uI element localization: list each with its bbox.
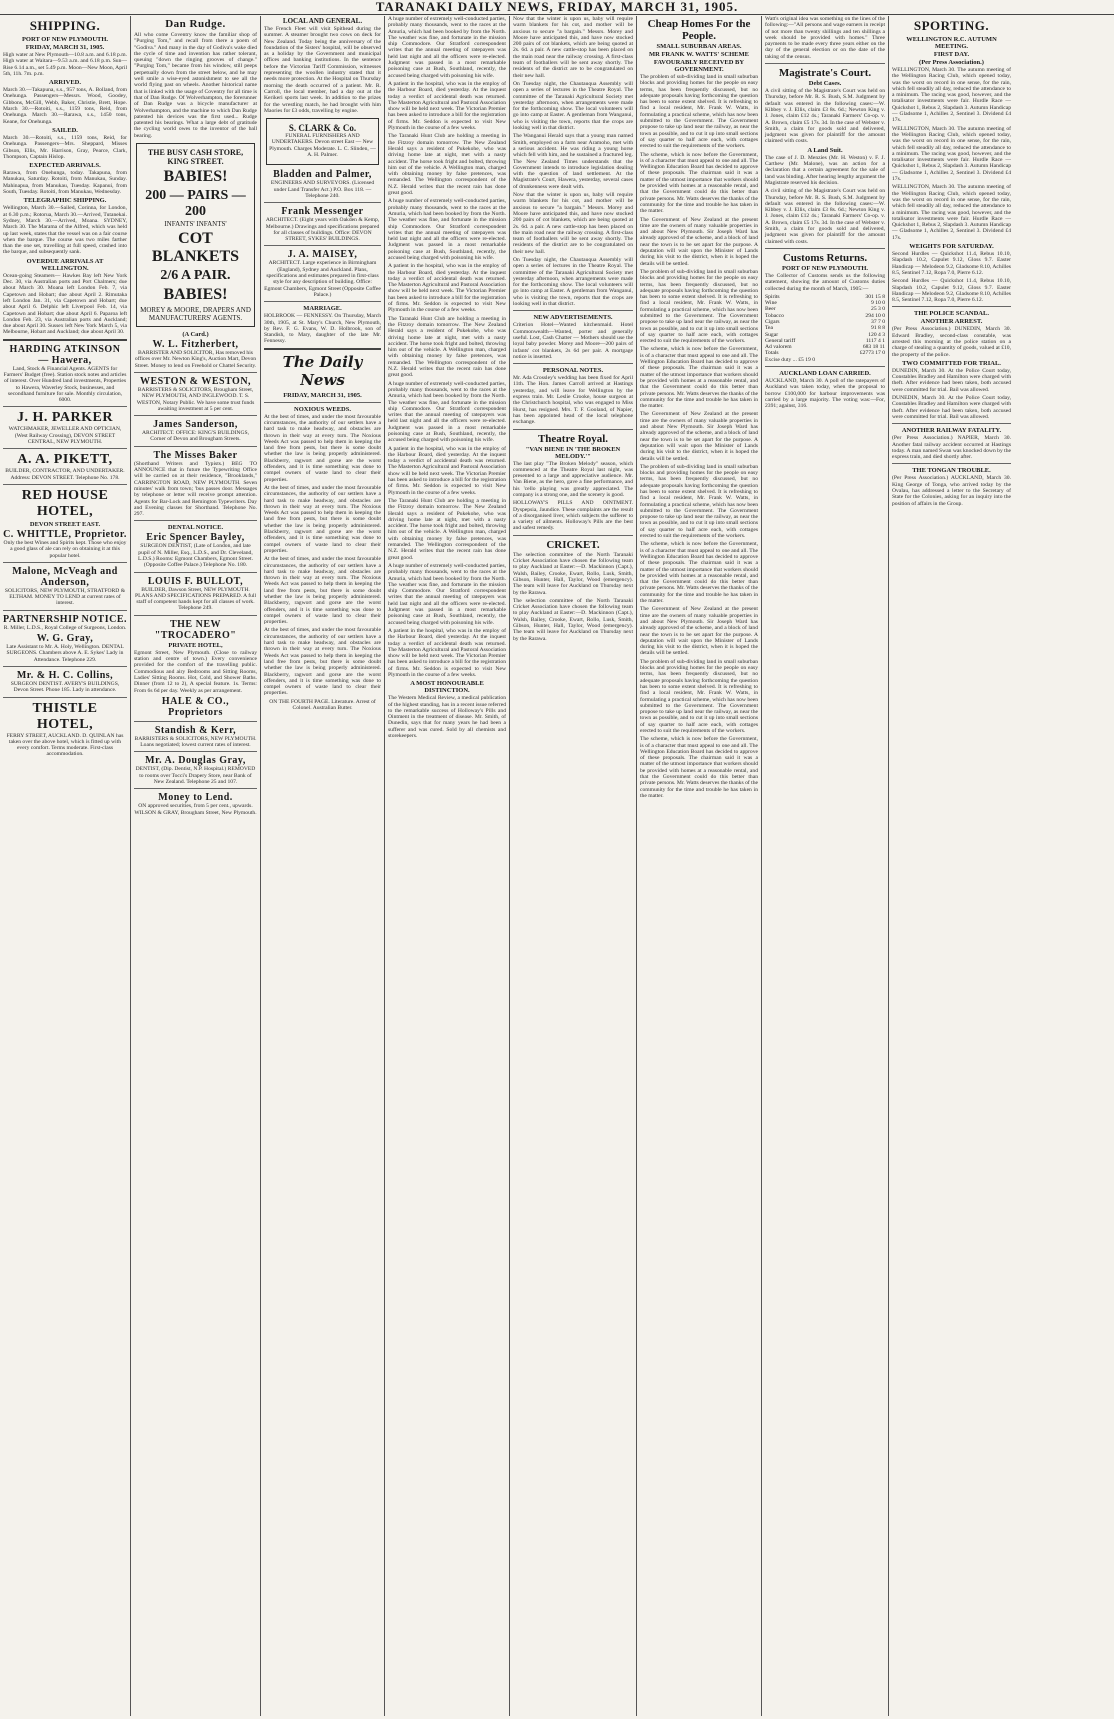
advert-text: SURGEON DENTIST, (Late of London, and late pupil of N. Miller, Esq., L.D.S., and Dr. Cleveland, L.D.S.) Rooms: Egmont Chambers, Egmont Street. (Opposite Coffee Palace.) Telephone No. 180. xyxy=(138,543,253,569)
news-text: On Tuesday night, the Chautauqua Assembly will open a series of lectures in the Theatre Royal. The committee of the Taranaki Agricultural Society met yesterday afternoon, when arrangements were made for the forthcoming show. The local volunteers will go into camp at Easter. A gentleman from Wanganui, who is visiting the town, reports that the crops are looking well in that district. xyxy=(513,256,633,308)
expected-heading: EXPECTED ARRIVALS. xyxy=(29,162,101,170)
advert-name: A. A. PIKETT, xyxy=(17,452,113,468)
police-scandal-sub: ANOTHER ARREST. xyxy=(920,318,983,326)
auckland-loan-text: AUCKLAND, March 30. A poll of the ratepayers of Auckland was taken today, when the proposal to borrow £100,000 for harbour improvements was carried by a large majority. The voting was:—For, 2391; against, 316. xyxy=(765,378,885,410)
theatre-heading: Theatre Royal. xyxy=(537,432,609,445)
railway-fatality-text: (Per Press Association.) NAPIER, March 30. Another fatal railway accident occurred at Hastings today. A man named Swan was knocked down by the express train, and died shortly after. xyxy=(892,435,1011,461)
advert-name: WESTON & WESTON, xyxy=(139,375,252,387)
divider xyxy=(264,402,381,403)
column-sporting xyxy=(889,16,1014,1716)
divider xyxy=(513,310,633,311)
table-cell: 91 8 8 xyxy=(871,325,885,332)
magistrate-sub: Debt Cases. xyxy=(808,80,842,88)
table-cell: General tariff xyxy=(765,337,796,344)
table-cell: £2773 17 0 xyxy=(859,350,885,357)
sporting-text: WELLINGTON, March 30. The autumn meeting of the Wellington Racing Club, which opened today, was the worst on record in one sense, for the rain, which fell steadily all day, reduced the attendance to a minimum. The racing was good, however, and the totalisator investments were fair. Hurdle Race — Quickshot 1, Rebus 2, Slapdash 3. Autumn Handicap — Gladsome 1, Achilles 2, Sentinel 3. Dividend £4 17s. xyxy=(892,125,1012,183)
advert-firm: MOREY & MOORE, DRAPERS AND MANUFACTURERS' AGENTS. xyxy=(140,306,251,323)
cheap-homes-sub: FAVOURABLY RECEIVED BY GOVERNMENT. xyxy=(653,59,745,73)
advert-title: THE BUSY CASH STORE, xyxy=(147,148,244,158)
advert-name: Mr. & H. C. Collins, xyxy=(16,669,114,681)
column-shipping xyxy=(0,16,130,1716)
advert-douglas-gray xyxy=(134,755,257,785)
news-text: A patient in the hospital, who was in the employ of the Harbour Board, died yesterday. At the inquest today a verdict of accidental death was returned. The Masterton Agricultural and Pastoral Association show will be held next week. The Victorian Premier has been asked to introduce a bill for the registration of firms. Mr. Seddon is expected to visit New Plymouth in the course of a few weeks. xyxy=(388,80,506,132)
divider xyxy=(3,562,127,563)
divider xyxy=(134,751,257,752)
distinction-heading: A MOST HONOURABLE DISTINCTION. xyxy=(410,680,484,695)
advert-name: THISTLE HOTEL, xyxy=(32,700,98,732)
advert-price: 2/6 A PAIR. xyxy=(160,268,231,284)
news-text: On Tuesday night, the Chautauqua Assembly will open a series of lectures in the Theatre Royal. The committee of the Taranaki Agricultural Society met yesterday afternoon, when arrangements were made for the forthcoming show. The local volunteers will go into camp at Easter. A gentleman from Wanganui, who is visiting the town, reports that the crops are looking well in that district. xyxy=(513,80,633,132)
advert-trocadero xyxy=(134,619,257,718)
advert-text: SOLICITORS, NEW PLYMOUTH, STRATFORD & ELTHAM. MONEY TO LEND at current rates of interest. xyxy=(4,587,126,607)
advert-name: RED HOUSE HOTEL, xyxy=(21,487,109,519)
divider xyxy=(892,463,1011,464)
table-cell: 37 7 0 xyxy=(871,318,885,325)
noxious-weeds-text: At the best of times, and under the most favourable circumstances, the authority of our settlers have a hard task to make headway, and obstacles are thrown in their way at every turn. The Noxious Weeds Act was passed to help them in keeping the land free from pests, but there is some doubt whether the law is being properly administered. Blackberry, ragwort and gorse are the worst offenders, and it is time something was done to compel owners of waste land to clear their properties. xyxy=(264,413,381,483)
advert-text: BARRISTERS & SOLICITORS, Brougham Street, NEW PLYMOUTH, AND INGLEWOOD. T. S. WESTON, Notary Public. We have some trust funds awaiting investment at 5 per cent. xyxy=(136,386,255,412)
advert-text: ARCHITECT. Large experience in Birmingham (England), Sydney and Auckland. Plans, specifications and estimates prepared in first-class style for any description of building. Office: Egmont Chambers, Egmont Street (Opposite Coffee Palace.) xyxy=(264,260,381,298)
sailed-heading: SAILED. xyxy=(52,126,78,134)
advert-name: S. CLARK & Co. xyxy=(288,123,357,134)
fourth-page-note: ON THE FOURTH PAGE. Literature. Arrest of Colonel. Australian Butter. xyxy=(269,698,376,712)
advert-sub: DEVON STREET EAST. xyxy=(29,520,101,528)
cheap-homes-text: The problem of sub-dividing land in small suburban blocks and providing homes for the people on easy terms, has been frequently discussed, but no adequate proposals having forthcoming the question has been to some extent shelved. It is refreshing to find a local resident, Mr. Frank W. Watts, in formulating a practical scheme, which has now been submitted to the Government. The Government propose to take up land near the railway, as near the town as possible, and to cut it up into small sections of say quarter to half acre each, with cottages erected to suit the requirements of the workers. xyxy=(640,463,758,540)
table-cell: 25 3 0 xyxy=(871,306,885,313)
committed-text: DUNEDIN, March 30. At the Police Court today, Constables Bradley and Hamilton were charged with theft. After evidence had been taken, both accused were committed for trial. Bail was allowed. xyxy=(892,367,1011,393)
newspaper-date: FRIDAY, MARCH 31, 1905. xyxy=(283,391,362,399)
table-cell: Tea xyxy=(765,325,773,332)
advert-sanderson xyxy=(134,419,257,443)
advert-pairs: 200 — PAIRS — 200 xyxy=(145,188,246,220)
news-text: A patient in the hospital, who was in the employ of the Harbour Board, died yesterday. At the inquest today a verdict of accidental death was returned. The Masterton Agricultural and Pastoral Association show will be held next week. The Victorian Premier has been asked to introduce a bill for the registration of firms. Mr. Seddon is expected to visit New Plymouth in the course of a few weeks. xyxy=(388,445,506,496)
cheap-homes-sub: SMALL SUBURBAN AREAS. xyxy=(656,43,742,50)
divider xyxy=(892,423,1011,424)
news-text: A huge number of extremely well-conducted parties, probably many thousands, went to the races at the Amuria, which had been booked by from the North. The weather was fine, and fortunate in the mission ship Commodore. Our Stratford correspondent writes that the annual meeting of ratepayers was held last night and all the officers were re-elected. Judgment was passed in a most remarkable poisoning case at Bush, Southland, recently, the accused being charged with poisoning his wife. xyxy=(388,380,506,444)
news-text: Now that the winter is upon us, baby will require warm blankets for his cot, and mother will be anxious to secure "a bargain." Messrs. Morey and Moore have anticipated this, and have now stocked 200 pairs of cot blankets, which are being quoted at 2s. 6d. a pair. A new cattle-stop has been placed on the main road near the railway crossing. A first-class team of footballers will be sent away shortly. The residents of the district are to be congratulated on their new hall. xyxy=(513,16,633,79)
column-ads-2 xyxy=(131,16,260,1716)
divider xyxy=(3,484,127,485)
divider xyxy=(3,406,127,407)
advert-text: Late Assistant to Mr. A. Holy, Wellington. DENTAL SURGEONS. Chambers above A. E. Sykes' Lady in Attendance. Telephone 229. xyxy=(6,644,124,663)
sporting-heading: SPORTING. xyxy=(913,18,990,33)
advert-standish-kerr xyxy=(134,725,257,749)
divider xyxy=(3,339,127,341)
divider xyxy=(134,446,257,447)
tongan-heading: THE TONGAN TROUBLE. xyxy=(912,467,991,475)
advert-text: SURGEON DENTIST. AVERY'S BUILDINGS, Devon Street. Phone 185. Lady in attendance. xyxy=(10,680,120,694)
divider xyxy=(765,248,885,249)
table-cell: Tobacco xyxy=(765,312,784,319)
cheap-homes-text: The problem of sub-dividing land in small suburban blocks and providing homes for the people on easy terms, has been frequently discussed, but no adequate proposals having forthcoming the question has been to some extent shelved. It is refreshing to find a local resident, Mr. Frank W. Watts, in formulating a practical scheme, which has now been submitted to the Government. The Government propose to take up land near the railway, as near the town as possible, and to cut it up into small sections of say quarter to half acre each, with cottages erected to suit the requirements of the workers. xyxy=(640,268,758,345)
dan-rudge-text: All who come Coventry know the familiar shop of "Purging Tom," and recall from there a poem of "Godiva." And many in the day of Godiva's wake died the cycle of time and invention has rather tolerant, queuing "down the ringing grooves of change." "Purging Tom," became from his window, still peeps perpetually down from the street below, and he may well smile a wise-eyed astonishment to see all the world flying past on wheels. Another historical name that is linked with the usage of Coventry for all time is that of Dan Rudge. Of Wolverhampton, the forerunner of Dan Rudge was a bicycle manufacturer at Wolverhampton, and the machine to which Dan Rudge patented his devices was the first used... Rudge patented his bearings. What a large debt of gratitude the cycling world owes to the inventor of the ball bearing. xyxy=(134,32,257,139)
arrived-text: March 30.—Takapuna, s.s., 957 tons, A. Bolland, from Onehunga. Passengers—Messrs. Wood, Goodey, Gibbons, McGill, Webb, Baker, Christie, Brett, Hope. March 30.—Rotoiti, s.s., 1159 tons, Reid, from Onehunga. March 30.—Rarawa, s.s., 1450 tons, Keane, for Onehunga. xyxy=(3,87,127,125)
marriage-heading: MARRIAGE. xyxy=(303,305,342,313)
news-text: A huge number of extremely well-conducted parties, probably many thousands, went to the races at the Amuria, which had been booked by from the North. The weather was fine, and fortunate in the mission ship Commodore. Our Stratford correspondent writes that the annual meeting of ratepayers was held last night and all the officers were re-elected. Judgment was passed in a most remarkable poisoning case at Bush, Southland, recently, the accused being charged with poisoning his wife. xyxy=(388,16,506,79)
table-cell: Beer xyxy=(765,306,776,313)
advert-text: BARRISTERS & SOLICITORS, NEW PLYMOUTH. Loans negotiated; lowest current rates of interest. xyxy=(134,735,257,749)
magistrate-text: A civil sitting of the Magistrate's Court was held on Thursday, before Mr. R. S. Bush, S.M. Judgment by default was entered in the following cases:—W. Kibbey v. J. Ellis, claim £3 8s. 6d.; Newton King v. J. Jones, claim £12 4s.; Taranaki Farmers' Co-op. v. A. Brown, claim £5 17s. 3d. In the case of Webster v. Smith, a claim for goods sold and delivered, judgment was given for plaintiff for the amount claimed with costs. xyxy=(765,188,885,245)
date-line: FRIDAY, MARCH 31, 1905. xyxy=(25,44,105,51)
advert-text: R. Miller, L.D.S., Royal College of Surgeons, London. xyxy=(3,624,127,631)
noxious-weeds-text: At the best of times, and under the most favourable circumstances, the authority of our settlers have a hard task to make headway, and obstacles are thrown in their way at every turn. The Noxious Weeds Act was passed to help them in keeping the land free from pests, but there is some doubt whether the law is being properly administered. Blackberry, ragwort and gorse are the worst offenders, and it is time something was done to compel owners of waste land to clear their properties. xyxy=(264,627,381,697)
overdue-text: Ocean-going Steamers— Hawkes Bay left New York Dec. 30, via Australian ports and Port Chalmers; due about March 30. Moana left London Feb. 7, via Capetown and Hobart; due about April 2. Rimutaka left London Jan. 31, via Capetown and Hobart; due about April 6. Delphic left Liverpool Feb. 14, via Capetown and Hobart; due about April 6. Paparoa left London Feb. 23, via Australian ports and Auckland; due about April 30. Sussex left New York March 5, via Melbourne, Hobart and Auckland; due about April 30. xyxy=(3,272,127,336)
divider xyxy=(765,63,885,64)
overdue-heading: OVERDUE ARRIVALS AT WELLINGTON. xyxy=(26,257,104,272)
divider xyxy=(134,415,257,416)
customs-text: The Collector of Customs sends us the following statement, showing the amount of Customs duties collected during the month of March, 1905:— xyxy=(765,272,885,292)
advert-name: The Misses Baker xyxy=(153,449,238,461)
railway-fatality-heading: ANOTHER RAILWAY FATALITY. xyxy=(901,427,1002,435)
advert-name: PARTNERSHIP NOTICE. xyxy=(3,613,127,625)
news-text: The Taranaki Hunt Club are holding a meeting in the Fitzroy domain tomorrow. The New Zealand Herald says a resident of Pukekohe, who was driving home late at night, met with a nasty accident. The horse took fright and bolted, throwing him out of the vehicle. A Wellington man, charged with obtaining money by false pretences, was remanded. The Wellington correspondent of the N.Z. Herald writes that the recent rain has done great good. xyxy=(388,315,506,379)
advert-name: J. H. PARKER xyxy=(17,410,113,426)
advert-name: Money to Lend. xyxy=(158,792,233,804)
theatre-text: The last play "The Broken Melody" season, which commenced at the Theatre Royal last night, was presented to a large and appreciative audience. Mr. Van Biene, as the hero, gave a fine performance, and his 'cello playing was greatly appreciated. The company is a strong one, and the scenery is good. xyxy=(513,460,633,498)
advert-name: Mr. A. Douglas Gray, xyxy=(145,755,246,767)
cheap-homes-text: The Government of New Zealand at the present time are the owners of many valuable properties in and about New Plymouth. Sir Joseph Ward has already approved of the scheme, and a block of land near the town is to be set apart for the purpose. A deputation will wait upon the Minister of Lands during his visit to the district, when it is hoped the details will be settled. xyxy=(640,411,758,462)
advert-atkinson xyxy=(3,344,127,404)
masthead: TARANAKI DAILY NEWS, FRIDAY, MARCH 31, 1905. xyxy=(0,0,1114,15)
advert-text: ARCHITECT. (Eight years with Oakden & Kemp, Melbourne.) Drawings and specifications prepared for all classes of buildings. Office: DEVON STREET, SYKES' BUILDINGS. xyxy=(265,217,380,243)
customs-heading: Customs Returns. xyxy=(782,251,868,264)
table-cell: 301 15 8 xyxy=(865,293,885,300)
cheap-homes-text: The scheme, which is now before the Government, is of a character that must appeal to one and all. The Wellington Education Board has decided to approve of these proposals. The chairman said it was a matter of the utmost importance that workers should be provided with homes at a reasonable rental, and that the Government could do this better than private persons. Mr. Watts deserves the thanks of the community for the time and trouble he has taken in the matter. xyxy=(640,736,758,799)
advert-infants: INFANTS' INFANTS' xyxy=(164,220,227,229)
sailed-text: March 30.—Rotoiti, s.s., 1159 tons, Reid, for Onehunga. Passengers—Mrs. Sheppard, Misses Gibson, Ellis, Mr. Harrison, Gray, Pearce, Clark, Thompson, Captain Hislop. xyxy=(3,134,127,160)
advert-money-to-lend xyxy=(134,792,257,816)
divider xyxy=(3,697,127,698)
magistrate-heading: Magistrate's Court. xyxy=(778,67,872,80)
advert-text: Only the best Wines and Spirits kept. Those who enjoy a good glass of ale can rely on obtaining it at this popular hotel. xyxy=(3,539,127,559)
divider xyxy=(134,520,257,521)
port-heading: PORT OF NEW PLYMOUTH. xyxy=(21,36,109,43)
advert-text: ARCHITECT. OFFICE: KING'S BUILDINGS, Corner of Devon and Brougham Streets. xyxy=(141,430,250,443)
news-text: A huge number of extremely well-conducted parties, probably many thousands, went to the races at the Amuria, which had been booked by from the North. The weather was fine, and fortunate in the mission ship Commodore. Our Stratford correspondent writes that the annual meeting of ratepayers was held last night and all the officers were re-elected. Judgment was passed in a most remarkable poisoning case at Bush, Southland, recently, the accused being charged with poisoning his wife. xyxy=(388,198,506,261)
weights-text: Second Hurdles — Quickshot 11.4, Rebus 10.10, Slapdash 10.2, Capulet 9.12, Gloss 9.7. Easter Handicap — Melodeon 9.2, Gladsome 8.10, Achilles 8.5, Sentinel 7.12, Ropa 7.0, Pierre 6.12. xyxy=(892,251,1011,276)
committed-text: DUNEDIN, March 30. At the Police Court today, Constables Bradley and Hamilton were charged with theft. After evidence had been taken, both accused were committed for trial. Bail was allowed. xyxy=(892,395,1011,420)
cheap-homes-text: The Government of New Zealand at the present time are the owners of many valuable properties in and about New Plymouth. Sir Joseph Ward has already approved of the scheme, and a block of land near the town is to be set apart for the purpose. A deputation will wait upon the Minister of Lands during his visit to the district, when it is hoped the details will be settled. xyxy=(640,216,758,267)
local-general-text: The French Fleet will visit Spithead during the summer. A steamer brought two cows on deck for New Zealand. Today being the anniversary of the foundation of the Sisters' hospital, will be observed as a holiday by the Government and municipal offices and banking institutions. In the sentence before the Victorian Tariff Commission, witnesses representing the woollen industry stated that it needs more protection. At the Hospital on Thursday morning the death occurred of a patient. Mr. R. Carroll, the local member, had a day out at the Kerikeri sports last week. In addition to the prizes for the wrestling match, he had brought with him Maories for £3 odds, travelling by engine. xyxy=(264,26,381,114)
table-cell: 1117 4 1 xyxy=(865,337,885,344)
advert-text: Land, Stock & Financial Agents. AGENTS for Farmers' Budget (free). Station stock notes and articles of interest. Over Hundred land investments, Properties to Hawera, Waverley Stock, businesses, and secondhand furniture for sale. Monthly circulation, 6000. xyxy=(3,365,127,404)
divider xyxy=(513,363,633,364)
cheap-homes-text: The Government of New Zealand at the present time are the owners of many valuable properties in and about New Plymouth. Sir Joseph Ward has already approved of the scheme, and a block of land near the town is to be set apart for the purpose. A deputation will wait upon the Minister of Lands during his visit to the district, when it is hoped the details will be settled. xyxy=(640,606,758,657)
divider xyxy=(3,610,127,611)
cheap-homes-heading: Cheap Homes For the People. xyxy=(647,18,751,42)
advert-text: BUILDER, CONTRACTOR, AND UNDERTAKER. Address: DEVON STREET. Telephone No. 178. xyxy=(5,468,125,481)
noxious-weeds-heading: NOXIOUS WEEDS. xyxy=(294,405,351,413)
divider xyxy=(3,448,127,449)
cheap-homes-text: The scheme, which is now before the Government, is of a character that must appeal to one and all. The Wellington Education Board has decided to approve of these proposals. The chairman said it was a matter of the utmost importance that workers should be provided with homes at a reasonable rental, and that the Government could do this better than private persons. Mr. Watts deserves the thanks of the community for the time and trouble he has taken in the matter. xyxy=(640,541,758,605)
land-suit-text: The case of J. D. Menzies (Mr. H. Weston) v. F. J. Carthew (Mr. Malone), was an action for a declaration that a certain agreement for the sale of land was binding. After hearing lengthy argument the Magistrate reserved his decision. xyxy=(765,154,885,186)
sporting-text: WELLINGTON, March 30. The autumn meeting of the Wellington Racing Club, which opened today, was the worst on record in one sense, for the rain, which fell steadily all day, reduced the attendance to a minimum. The racing was good, however, and the totalisator investments were fair. Hurdle Race — Quickshot 1, Rebus 2, Slapdash 3. Autumn Handicap — Gladsome 1, Achilles 2, Sentinel 3. Dividend £4 17s. xyxy=(892,184,1012,241)
advert-babies: BABIES! xyxy=(163,168,228,186)
advert-name: Bladden and Palmer, xyxy=(273,169,372,181)
advert-text: FUNERAL FURNISHERS AND UNDERTAKERS. Devon street East — New Plymouth. Charges Moderate. L. C. Slinden, — A. H. Palmer. xyxy=(269,133,376,159)
advert-title: DENTAL NOTICE. xyxy=(167,524,224,532)
advert-name: Malone, McVeagh and Anderson, xyxy=(12,565,118,588)
news-text: A huge number of extremely well-conducted parties, probably many thousands, went to the races at the Amuria, which had been booked by from the North. The weather was fine, and fortunate in the mission ship Commodore. Our Stratford correspondent writes that the annual meeting of ratepayers was held last night and all the officers were re-elected. Judgment was passed in a most remarkable poisoning case at Bush, Southland, recently, the accused being charged with poisoning his wife. xyxy=(388,562,506,626)
advert-text: ON approved securities, from 5 per cent., upwards. WILSON & GRAY, Brougham Street, New Plymouth. xyxy=(134,803,257,816)
weights-heading: WEIGHTS FOR SATURDAY. xyxy=(909,243,994,251)
advert-name: J. A. MAISEY, xyxy=(287,249,358,261)
advert-thistle-hotel xyxy=(3,701,127,758)
advert-malone xyxy=(3,566,127,607)
local-general-heading: LOCAL AND GENERAL. xyxy=(282,17,363,25)
advert-proprietor: C. WHITTLE, Proprietor. xyxy=(3,528,127,540)
cheap-homes-sub: MR FRANK W. WATTS' SCHEME xyxy=(649,51,749,58)
cricket-heading: CRICKET. xyxy=(546,538,600,551)
cricket-text: The selection committee of the North Taranaki Cricket Association have chosen the following team to play Auckland at Easter:—D. Mackinnon (Capt.), Walsh, Bailey, Crooke, Ewart, Rollo, Lusk, Smith, Gibson, Hunter, Hall, Taylor, Wood (emergency). The team will leave for Auckland on Thursday next by the Rarawa. xyxy=(513,551,633,596)
advert-partnership xyxy=(3,614,127,663)
divider xyxy=(513,535,633,536)
divider xyxy=(892,306,1011,307)
advert-name: W. G. Gray, xyxy=(36,633,94,645)
theatre-subheading: "VAN BIENE IN 'THE BROKEN MELODY.'" xyxy=(525,445,621,460)
divider xyxy=(264,348,381,350)
table-cell: Spirits xyxy=(765,293,780,300)
advert-text: FERRY STREET, AUCKLAND. D. QUINLAN has taken over the above hotel, which is fitted up with every comfort. Terms moderate. First-class accommodation. xyxy=(6,732,124,758)
excise-text: Excise duty ... £5 19 0 xyxy=(765,356,816,363)
table-cell: Wine xyxy=(765,300,777,307)
divider xyxy=(134,721,257,722)
advert-red-house-hotel xyxy=(3,488,127,559)
customs-table xyxy=(765,294,885,357)
cheap-homes-text: The problem of sub-dividing land in small suburban blocks and providing homes for the people on easy terms, has been frequently discussed, but no adequate proposals having forthcoming the question has been to some extent shelved. It is refreshing to find a local resident, Mr. Frank W. Watts, in formulating a practical scheme, which has now been submitted to the Government. The Government propose to take up land near the railway, as near the town as possible, and to cut it up into small sections of say quarter to half acre each, with cottages erected to suit the requirements of the workers. xyxy=(640,74,758,150)
table-cell: Cigars xyxy=(765,318,780,325)
noxious-weeds-text: At the best of times, and under the most favourable circumstances, the authority of our settlers have a hard task to make headway, and obstacles are thrown in their way at every turn. The Noxious Weeds Act was passed to help them in keeping the land free from pests, but there is some doubt whether the law is being properly administered. Blackberry, ragwort and gorse are the worst offenders, and it is time something was done to compel owners of waste land to clear their properties. xyxy=(264,484,381,554)
dan-rudge-heading: Dan Rudge. xyxy=(165,18,226,30)
divider xyxy=(264,202,381,203)
personal-notes-heading: PERSONAL NOTES. xyxy=(542,367,604,375)
advert-proprietor: HALE & CO., Proprietors xyxy=(161,695,230,718)
advert-messenger xyxy=(264,206,381,242)
advert-name: W. L. Fitzherbert, xyxy=(152,339,239,351)
cheap-homes-text: The scheme, which is now before the Government, is of a character that must appeal to one and all. The Wellington Education Board has decided to approve of these proposals. The chairman said it was a matter of the utmost importance that workers should be provided with homes at a reasonable rental, and that the Government could do this better than private persons. Mr. Watts deserves the thanks of the community for the time and trouble he has taken in the matter. xyxy=(640,346,758,410)
cheap-homes-text: The scheme, which is now before the Government, is of a character that must appeal to one and all. The Wellington Education Board has decided to approve of these proposals. The chairman said it was a matter of the utmost importance that workers should be provided with homes at a reasonable rental, and that the Government could do this better than private persons. Mr. Watts deserves the thanks of the community for the time and trouble he has taken in the matter. xyxy=(640,151,758,215)
advert-maisey xyxy=(264,249,381,298)
new-advertisements-text: Criterion Hotel—Wanted kitchenmaid. Hotel Commonwealth—Wanted, porter and generally useful. Lost, Cash Chatter — Mothers should use the loyal baby powder. Morey and Moore—200 pairs of infants' cot blankets, 2s 6d per pair. A mortgage notice is inserted. xyxy=(513,322,633,360)
distinction-text: The Western Medical Review, a medical publication of the highest standing, has in a recent issue referred to the remarkable success of Holloway's Pills and Ointment in the treatment of disease. Mr. Smith, of Dunedin, says that for many years he had been a sufferer and was cured. Sold by all chemists and storekeepers. xyxy=(388,695,506,740)
tides-text: High water at New Plymouth—10.8 a.m. and 6.18 p.m. High water at Waitara—9.53 a.m. and 6.18 p.m. Sun—Rise 6.14 a.m., set 5.49 p.m. Moon—New Moon, April 5th, 11h. 7m. p.m. xyxy=(3,52,127,77)
news-text: Now that the winter is upon us, baby will require warm blankets for his cot, and mother will be anxious to secure "a bargain." Messrs. Morey and Moore have anticipated this, and have now stocked 200 pairs of cot blankets, which are being quoted at 2s. 6d. a pair. A new cattle-stop has been placed on the main road near the railway crossing. A first-class team of footballers will be sent away shortly. The residents of the district are to be congratulated on their new hall. xyxy=(513,192,633,255)
advert-name: James Sanderson, xyxy=(153,419,238,431)
advert-name: Frank Messenger xyxy=(281,206,364,218)
advert-name: LOUIS F. BULLOT, xyxy=(147,575,244,587)
advert-sub: PRIVATE HOTEL, xyxy=(168,641,223,649)
advert-name: HARDING ATKINSON — Hawera, xyxy=(9,343,121,366)
customs-sub: PORT OF NEW PLYMOUTH. xyxy=(781,264,869,272)
divider xyxy=(3,666,127,667)
busy-cash-store-advert xyxy=(136,143,255,327)
column-courts-customs xyxy=(762,16,888,1716)
noxious-weeds-text: At the best of times, and under the most favourable circumstances, the authority of our settlers have a hard task to make headway, and obstacles are thrown in their way at every turn. The Noxious Weeds Act was passed to help them in keeping the land free from pests, but there is some doubt whether the law is being properly administered. Blackberry, ragwort and gorse are the worst offenders, and it is time something was done to compel owners of waste land to clear their properties. xyxy=(264,556,381,626)
table-cell: Ad valorem xyxy=(765,344,792,351)
advert-babies: BABIES! xyxy=(163,286,228,304)
advert-text: WATCHMAKER, JEWELLER AND OPTICIAN, (West Railway Crossing), DEVON STREET CENTRAL, NEW PLYMOUTH. xyxy=(8,426,122,446)
divider xyxy=(765,366,885,367)
new-advertisements-heading: NEW ADVERTISEMENTS. xyxy=(533,314,613,322)
land-suit-heading: A Land Suit. xyxy=(807,146,843,154)
column-news-5 xyxy=(510,16,636,1716)
advert-pikett xyxy=(3,452,127,481)
advert-bladden-palmer xyxy=(264,169,381,199)
telegraphic-text: Wellington, March 30.—Sailed, Corinna, for London, at 6.30 p.m.; Rotorua, March 30.—Arrived, Tutanekai. Sydney, March 30.—Arrived, Moana. SYDNEY, March 30. The Marama of the Alfred, which was held up last week, states that the vessel was on a fair course when the barque. The course was two miles farther than the one set, travelling at full speed, crashed into the barque, and subsequently sank. xyxy=(3,205,127,256)
first-day-heading: FIRST DAY. xyxy=(933,51,970,58)
table-cell: 294 10 0 xyxy=(865,312,885,319)
advert-text: BARRISTER AND SOLICITOR, Has removed his offices over Mr. Newton King's, Auction Mart, Devon Street. Money to lend on Freehold or Chattel Security. xyxy=(134,350,257,369)
advert-misses-baker xyxy=(134,450,257,518)
advert-text: (Shorthand Writers and Typists.) BEG TO ANNOUNCE that in future the Typewriting Office will be carried on at their residence, "Brooklands," CARRINGTON ROAD, NEW PLYMOUTH. Seven minutes' walk from town; 'bus passes door. Messages by telephone or letter will receive prompt attention. Agents for Bar-Lock and Remington Typewriters. Day and Evening classes for Shorthand. Telephone No. 297. xyxy=(134,460,257,518)
police-scandal-heading: THE POLICE SCANDAL. xyxy=(914,310,989,318)
advert-name: Eric Spencer Bayley, xyxy=(146,532,245,544)
cricket-text: The selection committee of the North Taranaki Cricket Association have chosen the following team to play Auckland at Easter:—D. Mackinnon (Capt.), Walsh, Bailey, Crooke, Ewart, Rollo, Lusk, Smith, Gibson, Hunter, Hall, Taylor, Wood (emergency). The team will leave for Auckland on Thursday next by the Rarawa. xyxy=(513,597,633,642)
police-scandal-text: (Per Press Association.) DUNEDIN, March 30. Edward Bradley, second-class constable, was arrested this morning at the police station on a charge of stealing a quantity of goods, valued at £10, the property of the police. xyxy=(892,326,1011,358)
divider xyxy=(513,429,633,430)
advert-sub: KING STREET. xyxy=(167,157,224,167)
advert-name: THE NEW "TROCADERO" xyxy=(154,618,237,641)
advert-text: BUILDER, Dawson Street, NEW PLYMOUTH. PLANS AND SPECIFICATIONS PREPARED. A full staff of competent hands kept for all classes of work. Telephone 249. xyxy=(134,586,257,612)
table-cell: Sugar xyxy=(765,331,779,338)
divider xyxy=(134,372,257,373)
expected-text: Rarawa, from Onehunga, today. Takapuna, from Manukau, Saturday. Rotoiti, from Manukau, Sunday. Mahinapua, from Manukau, Tuesday. Kapanui, from South, Tuesday. Rotoiti, from Manukau, Wednesday. xyxy=(3,170,127,196)
watts-text: Watt's original idea was something on the lines of the following:—"All persons and wage earners in receipt of not more than twenty shillings and ten shillings a week should be provided with homes." Three payments to be made every three years either on the day of the general election or on the date of the taking of the census. xyxy=(765,16,885,60)
tongan-text: (Per Press Association.) AUCKLAND, March 30. King George of Tonga, who arrived today by the Ovalau, has addressed a letter to the Secretary of State for the Colonies, asking for an inquiry into the position of affairs in the Group. xyxy=(892,475,1011,507)
weights-text: Second Hurdles — Quickshot 11.4, Rebus 10.10, Slapdash 10.2, Capulet 9.12, Gloss 9.7. Easter Handicap — Melodeon 9.2, Gladsome 8.10, Achilles 8.5, Sentinel 7.12, Ropa 7.0, Pierre 6.12. xyxy=(892,278,1011,304)
personal-notes-text: Mr. Ada Crossley's wedding has been fixed for April 11th. The Hon. James Carroll arrived at Hastings yesterday, and will leave for Wellington by the express train. Mr. Leslie Crooke, house surgeon at the Christchurch hospital, who was engaged to Miss Hurst, has resigned. Mrs. T. F. Gooland, of Napier, has been appointed head of the local telephone exchange. xyxy=(513,375,633,426)
advert-text: DENTIST, (Dip. Dentist, N.P. Hospital.) REMOVED to rooms over Tocci's Drapery Store, near Bank of New Zealand. Telephone 25 and 107. xyxy=(135,766,256,786)
advert-bayley xyxy=(134,524,257,568)
auckland-loan-heading: AUCKLAND LOAN CARRIED. xyxy=(779,370,871,378)
news-text: The Taranaki Hunt Club are holding a meeting in the Fitzroy domain tomorrow. The New Zealand Herald says a resident of Pukekohe, who was driving home late at night, met with a nasty accident. The horse took fright and bolted, throwing him out of the vehicle. A Wellington man, charged with obtaining money by false pretences, was remanded. The Wellington correspondent of the N.Z. Herald writes that the recent rain has done great good. xyxy=(388,133,506,197)
advert-collins xyxy=(3,670,127,694)
advert-card: (A Card.) xyxy=(182,331,209,339)
sporting-text: WELLINGTON, March 30. The autumn meeting of the Wellington Racing Club, which opened today, was the worst on record in one sense, for the rain, which fell steadily all day, reduced the attendance to a minimum. The racing was good, however, and the totalisator investments were fair. Hurdle Race — Quickshot 1, Rebus 2, Slapdash 3. Autumn Handicap — Gladsome 1, Achilles 2, Sentinel 3. Dividend £4 17s. xyxy=(892,67,1012,124)
advert-name: Standish & Kerr, xyxy=(154,724,237,736)
advert-text: ENGINEERS AND SURVEYORS. (Licensed under Land Transfer Act.) P.O. Box 118. — Telephone 240. xyxy=(270,180,375,199)
arrived-heading: ARRIVED. xyxy=(49,79,81,87)
advert-parker xyxy=(3,410,127,445)
holloway-text: HOLLOWAY'S PILLS AND OINTMENT. Dyspepsia, Jaundice. These complaints are the result of a disorganised liver, which subjects the sufferer to a variety of ailments. Holloway's Pills are the best and safest remedy. xyxy=(513,500,633,532)
table-cell: Totals xyxy=(765,350,779,357)
column-local-general xyxy=(261,16,384,1716)
advert-bullot xyxy=(134,576,257,612)
advert-weston xyxy=(134,376,257,412)
divider xyxy=(134,615,257,616)
table-cell: 9 10 0 xyxy=(871,300,885,307)
telegraphic-heading: TELEGRAPHIC SHIPPING. xyxy=(23,197,107,205)
news-text: The Taranaki Hunt Club are holding a meeting in the Fitzroy domain tomorrow. The New Zealand Herald says a resident of Pukekohe, who was driving home late at night, met with a nasty accident. The horse took fright and bolted, throwing him out of the vehicle. A Wellington man, charged with obtaining money by false pretences, was remanded. The Wellington correspondent of the N.Z. Herald writes that the recent rain has done great good. xyxy=(388,497,506,561)
divider xyxy=(134,572,257,573)
marriage-text: HOLBROOK — FENNESSY. On Thursday, March 30th, 1905, at St. Mary's Church, New Plymouth, by Rev. F. G. Evans, W. D. Holbrook, son of Standish, to Mary, daughter of the late Mr. Fennessy. xyxy=(264,313,381,345)
advert-fitzherbert xyxy=(134,331,257,369)
wellington-heading: WELLINGTON R.C. AUTUMN MEETING. xyxy=(906,36,997,50)
newspaper-title: The Daily News xyxy=(282,352,363,389)
committed-heading: TWO COMMITTED FOR TRIAL. xyxy=(902,359,1001,367)
press-line: (Per Press Association.) xyxy=(919,59,984,66)
column-news-4 xyxy=(385,16,509,1716)
advert-cot-blankets: COT BLANKETS xyxy=(151,230,240,266)
news-text: The Wanganui Herald says that a young man named Smith, employed on a farm near Aramoho, met with a serious accident. He was riding a young horse which fell with him, and he sustained a fractured leg. The New Zealand Times understands that the Government intends to introduce legislation dealing with the question of land settlement. At the Magistrate's Court, Hawera, yesterday, several cases of drunkenness were dealt with. xyxy=(513,133,633,190)
column-cheap-homes xyxy=(637,16,761,1716)
advert-text: Egmont Street, New Plymouth. (Close to railway station and centre of town.) Every convenience provided for the comfort of the travelling public. Commodious and airy Bedrooms and Sitting Rooms, Ladies' Sitting Rooms. Hot, Cold, and Shower Baths. Dinner (from 12 to 2), A special feature. 1s. Terms: From 6s 6d per day. Weekly as per arrangement. xyxy=(134,649,257,694)
cheap-homes-text: The problem of sub-dividing land in small suburban blocks and providing homes for the people on easy terms, has been frequently discussed, but no adequate proposals having forthcoming the question has been to some extent shelved. It is refreshing to find a local resident, Mr. Frank W. Watts, in formulating a practical scheme, which has now been submitted to the Government. The Government propose to take up land near the railway, as near the town as possible, and to cut it up into small sections of say quarter to half acre each, with cottages erected to suit the requirements of the workers. xyxy=(640,658,758,734)
news-text: A patient in the hospital, who was in the employ of the Harbour Board, died yesterday. At the inquest today a verdict of accidental death was returned. The Masterton Agricultural and Pastoral Association show will be held next week. The Victorian Premier has been asked to introduce a bill for the registration of firms. Mr. Seddon is expected to visit New Plymouth in the course of a few weeks. xyxy=(388,263,506,314)
news-text: A patient in the hospital, who was in the employ of the Harbour Board, died yesterday. At the inquest today a verdict of accidental death was returned. The Masterton Agricultural and Pastoral Association show will be held next week. The Victorian Premier has been asked to introduce a bill for the registration of firms. Mr. Seddon is expected to visit New Plymouth in the course of a few weeks. xyxy=(388,627,506,678)
advert-clark xyxy=(266,118,379,165)
divider xyxy=(264,301,381,302)
magistrate-text: A civil sitting of the Magistrate's Court was held on Thursday, before Mr. R. S. Bush, S.M. Judgment by default was entered in the following cases:—W. Kibbey v. J. Ellis, claim £3 8s. 6d.; Newton King v. J. Jones, claim £12 4s.; Taranaki Farmers' Co-op. v. A. Brown, claim £5 17s. 3d. In the case of Webster v. Smith, a claim for goods sold and delivered, judgment was given for plaintiff for the amount claimed with costs. xyxy=(765,88,885,145)
table-cell: 683 18 11 xyxy=(862,344,885,351)
table-cell: 120 4 3 xyxy=(868,331,885,338)
shipping-heading: SHIPPING. xyxy=(29,18,101,33)
divider xyxy=(264,245,381,246)
divider xyxy=(134,788,257,789)
